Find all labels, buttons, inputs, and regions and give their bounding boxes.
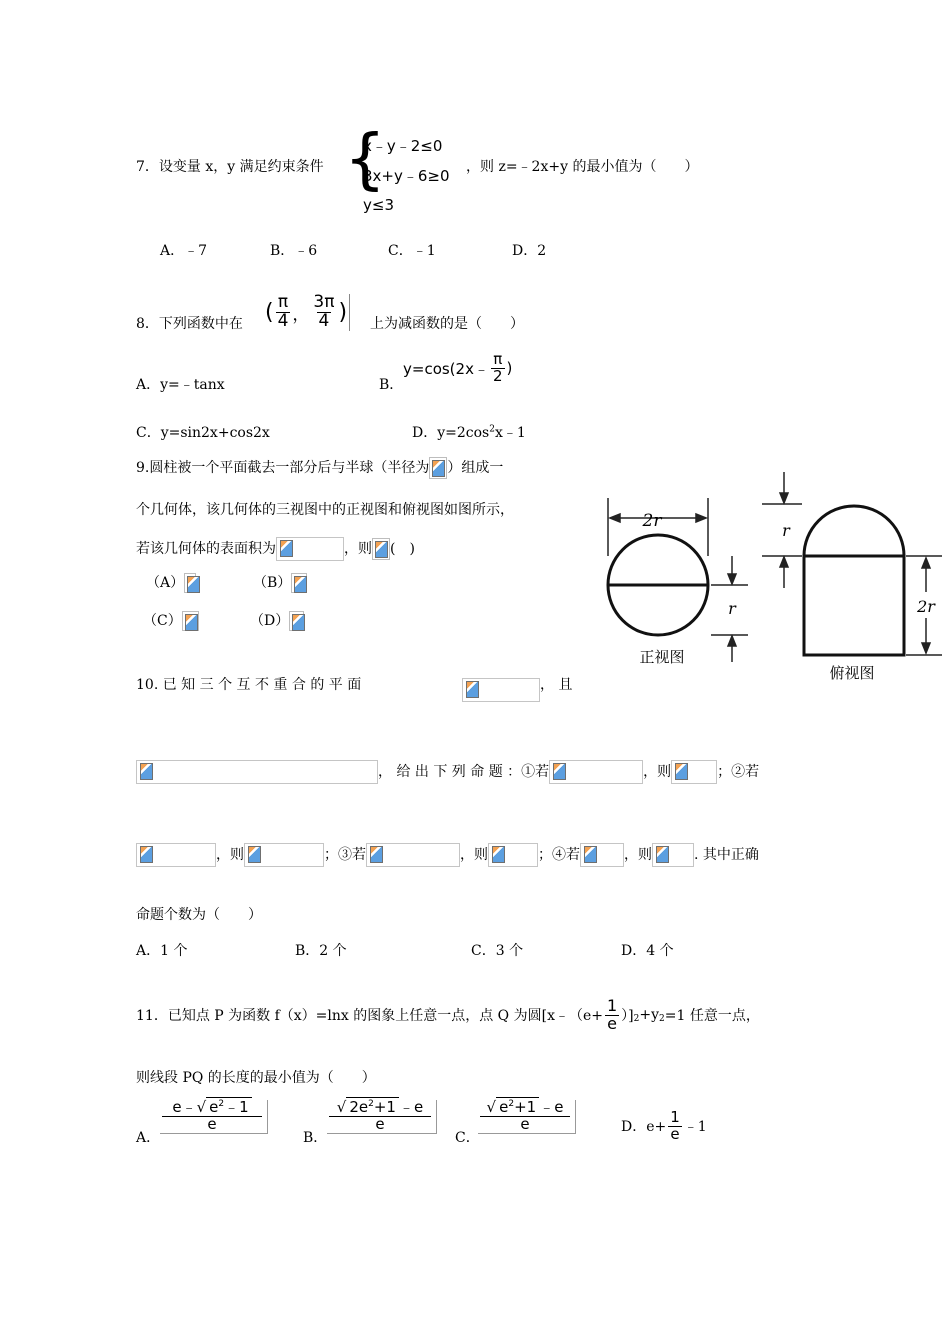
q10-line3-e: ，则 xyxy=(624,847,652,863)
q11-option-b-numerator: √ $2e^2+1$ ﹣e xyxy=(336,1098,424,1116)
q7-constraint-1: x﹣y﹣2≤0 xyxy=(363,137,443,155)
q7-option-a: A．﹣7 xyxy=(160,243,208,259)
q10-option-d: D．4 个 xyxy=(621,943,674,959)
q11-option-b-radicand xyxy=(346,1097,399,1116)
q11-option-c-radicand xyxy=(496,1097,539,1116)
q10-line2-b: ，则 xyxy=(643,764,672,780)
q11-option-b-frac xyxy=(329,1100,431,1133)
formula-image-placeholder xyxy=(366,843,460,867)
q11-option-d-frac xyxy=(668,1110,682,1143)
q11-option-b-rad: 2e xyxy=(349,1098,369,1116)
q9-option-d xyxy=(250,610,304,631)
q10-line-3 xyxy=(136,843,759,867)
top-dim-r-label: r xyxy=(782,521,790,540)
q11-option-a-rad: e xyxy=(209,1098,219,1116)
q7-option-b: B．﹣6 xyxy=(270,243,318,259)
q7-constraint-3: y≤3 xyxy=(363,196,394,214)
formula-image-placeholder xyxy=(244,843,324,867)
q11-option-a-formula xyxy=(160,1100,268,1134)
q8-open-paren: ( xyxy=(265,299,274,325)
q10-line2-c: ；②若 xyxy=(717,764,760,780)
formula-image-placeholder xyxy=(462,678,540,702)
q9-option-b xyxy=(253,572,307,593)
q7-constraint-2: 3x+y﹣6≥0 xyxy=(363,167,450,185)
q11-option-a-rad-sup: 2 xyxy=(218,1099,225,1109)
q11-option-d xyxy=(621,1110,707,1143)
q7-stem-prefix: 7．设变量 x，y 满足约束条件 xyxy=(136,159,324,175)
q11-option-c-rad-sup: 2 xyxy=(508,1099,515,1109)
q11-option-c-numerator: √ $e^2+1$ ﹣e xyxy=(486,1098,564,1116)
q11-stem-den: e xyxy=(607,1013,617,1033)
top-view-label: 俯视图 xyxy=(829,664,875,682)
broken-image-icon xyxy=(372,538,390,560)
q8-frac-a xyxy=(276,294,291,331)
formula-image-placeholder xyxy=(276,537,344,561)
q11-option-b-formula xyxy=(327,1100,437,1134)
q11-option-d-post: ﹣1 xyxy=(683,1119,707,1136)
q11-option-c-rad-post: +1 xyxy=(514,1098,537,1116)
q8-option-d xyxy=(412,422,526,442)
formula-image-placeholder xyxy=(580,843,624,867)
q11-stem-sup1: 2 xyxy=(633,1014,640,1024)
q9-line3-a: 若该几何体的表面积为 xyxy=(136,541,276,557)
broken-image-icon xyxy=(464,679,482,701)
q8-option-d-post: x﹣1 xyxy=(494,425,526,441)
q8-option-b-frac xyxy=(491,352,505,385)
q11-option-a-pre: e﹣ xyxy=(172,1098,197,1116)
q9-line-3 xyxy=(136,537,415,561)
q11-stem-d: =1 任意一点， xyxy=(664,1008,760,1025)
broken-image-icon xyxy=(673,761,691,783)
q11-option-a-rad-post: ﹣1 xyxy=(224,1098,249,1116)
q8-stem-prefix: 8．下列函数中在 xyxy=(136,316,243,332)
q11-option-b-label: B． xyxy=(303,1130,328,1146)
formula-image-placeholder xyxy=(671,760,717,784)
q8-option-a: A．y=﹣tanx xyxy=(136,377,225,393)
q8-option-c: C．y=sin2x+cos2x xyxy=(136,425,270,441)
q10-option-c: C．3 个 xyxy=(471,943,524,959)
front-dim-r-label: r xyxy=(728,599,736,618)
q11-option-a-numerator: e﹣√ $e^2﹣1$ xyxy=(170,1100,253,1116)
broken-image-icon xyxy=(429,457,447,479)
broken-image-icon xyxy=(246,844,264,866)
q7-option-d: D．2 xyxy=(512,243,547,259)
q9-line-2: 个几何体，该几何体的三视图中的正视图和俯视图如图所示， xyxy=(136,502,514,518)
q11-option-b-den: e xyxy=(329,1116,431,1133)
broken-image-icon xyxy=(184,573,196,593)
q11-option-c-post: ﹣e xyxy=(539,1098,564,1116)
formula-image-placeholder xyxy=(136,760,378,784)
q11-option-c-formula xyxy=(478,1100,576,1134)
q11-option-c-label: C． xyxy=(455,1130,480,1146)
q10-option-b: B．2 个 xyxy=(295,943,347,959)
q11-line-2: 则线段 PQ 的长度的最小值为（ ） xyxy=(136,1070,376,1086)
formula-image-placeholder xyxy=(488,843,538,867)
q8-frac-a-den: 4 xyxy=(277,310,289,331)
q11-stem-frac xyxy=(605,998,619,1033)
q7-option-c: C．﹣1 xyxy=(388,243,436,259)
q10-line1-a: 10. 已 知 三 个 互 不 重 合 的 平 面 xyxy=(136,677,362,693)
q9-option-c-label: （C） xyxy=(143,613,182,629)
q11-stem-a: 11．已知点 P 为函数 f（x）=lnx 的图象上任意一点，点 Q 为圆[x﹣（e+ xyxy=(136,1008,603,1025)
q8-frac-b-den: 4 xyxy=(318,310,330,331)
q11-stem xyxy=(136,998,760,1033)
q11-option-d-num: 1 xyxy=(670,1108,680,1126)
q11-option-d-den: e xyxy=(670,1124,680,1143)
q10-line3-d: ；④若 xyxy=(538,847,580,863)
q8-close-paren: ) xyxy=(338,299,348,325)
q10-line3-c: ，则 xyxy=(460,847,488,863)
q11-option-c-rad: e xyxy=(499,1098,509,1116)
q11-option-b-rad-post: +1 xyxy=(373,1098,396,1116)
q8-frac-b xyxy=(311,294,336,331)
q9-option-a-label: （A） xyxy=(146,575,185,591)
q8-interval xyxy=(265,294,350,331)
q11-option-c-frac xyxy=(480,1100,570,1133)
q10-line-2 xyxy=(136,760,759,784)
broken-image-icon xyxy=(368,844,386,866)
q11-option-a-radicand xyxy=(206,1097,252,1116)
q11-option-b-post: ﹣e xyxy=(398,1098,424,1116)
q8-option-b-post: ) xyxy=(506,359,513,378)
q8-option-b-den: 2 xyxy=(492,366,503,385)
q8-frac-b-num: 3π xyxy=(313,292,335,312)
q10-line3-b: ；③若 xyxy=(324,847,366,863)
broken-image-icon xyxy=(278,538,296,560)
q11-option-a-frac xyxy=(162,1100,262,1133)
broken-image-icon xyxy=(582,844,600,866)
broken-image-icon xyxy=(490,844,508,866)
q10-line2-a: ， 给 出 下 列 命 题 ：①若 xyxy=(378,764,550,780)
broken-image-icon xyxy=(182,611,199,631)
front-view-label: 正视图 xyxy=(639,648,685,666)
q7-brace: { xyxy=(344,120,386,197)
formula-image-placeholder xyxy=(136,843,216,867)
q11-option-c-den: e xyxy=(480,1116,570,1133)
q8-option-b-num: π xyxy=(493,350,503,368)
broken-image-icon xyxy=(654,844,672,866)
broken-image-icon xyxy=(138,761,156,783)
broken-image-icon xyxy=(289,611,304,631)
q8-option-d-pre: D．y=2cos xyxy=(412,425,490,441)
q8-sep: ， xyxy=(292,304,310,325)
q11-option-b-rad-sup: 2 xyxy=(368,1099,374,1109)
broken-image-icon xyxy=(138,844,156,866)
q9-line3-c: ( ) xyxy=(390,541,415,557)
q8-stem-suffix: 上为减函数的是（ ） xyxy=(370,316,524,332)
q8-option-d-sup: 2 xyxy=(489,424,495,435)
formula-image-placeholder xyxy=(549,760,643,784)
q11-option-a-den: e xyxy=(162,1116,262,1133)
q11-stem-num: 1 xyxy=(606,996,618,1015)
q9-three-view-figure xyxy=(596,466,946,688)
q11-option-a-label: A． xyxy=(136,1130,161,1146)
q10-line-4: 命题个数为（ ） xyxy=(136,907,262,923)
top-dim-2r-label: 2r xyxy=(917,597,935,616)
formula-image-placeholder xyxy=(652,843,694,867)
q11-stem-c: +y xyxy=(639,1007,660,1024)
q9-line-1 xyxy=(136,457,503,479)
front-dim-2r-label: 2r xyxy=(642,511,662,531)
q9-line3-b: ，则 xyxy=(344,541,372,557)
q8-option-b-formula xyxy=(403,352,512,385)
q7-stem-suffix: ，则 z=﹣2x+y 的最小值为（ ） xyxy=(466,159,699,175)
q9-option-a xyxy=(146,572,196,593)
broken-image-icon xyxy=(291,573,307,593)
q8-option-b-pre: y=cos(2x﹣ xyxy=(403,359,489,378)
q10-line1-b: ， 且 xyxy=(540,677,573,693)
q10-line3-a: ，则 xyxy=(216,847,244,863)
q8-option-b-label: B． xyxy=(379,377,404,393)
q11-stem-sup2: 2 xyxy=(659,1014,665,1024)
q10-formula-planes xyxy=(462,678,540,702)
q9-line1-b: ）组成一 xyxy=(447,460,504,476)
q11-option-d-label: D．e+ xyxy=(621,1119,667,1136)
q9-line1-a: 9.圆柱被一个平面截去一部分后与半球（半径为 xyxy=(136,460,430,476)
broken-image-icon xyxy=(551,761,569,783)
q9-option-c xyxy=(143,610,199,631)
q8-frac-a-num: π xyxy=(277,292,289,312)
q9-option-b-label: （B） xyxy=(253,575,292,591)
q9-option-d-label: （D） xyxy=(250,613,290,629)
q10-line3-f: . 其中正确 xyxy=(694,847,759,863)
q10-option-a: A．1 个 xyxy=(136,943,188,959)
q11-stem-b: ）] xyxy=(621,1008,634,1025)
